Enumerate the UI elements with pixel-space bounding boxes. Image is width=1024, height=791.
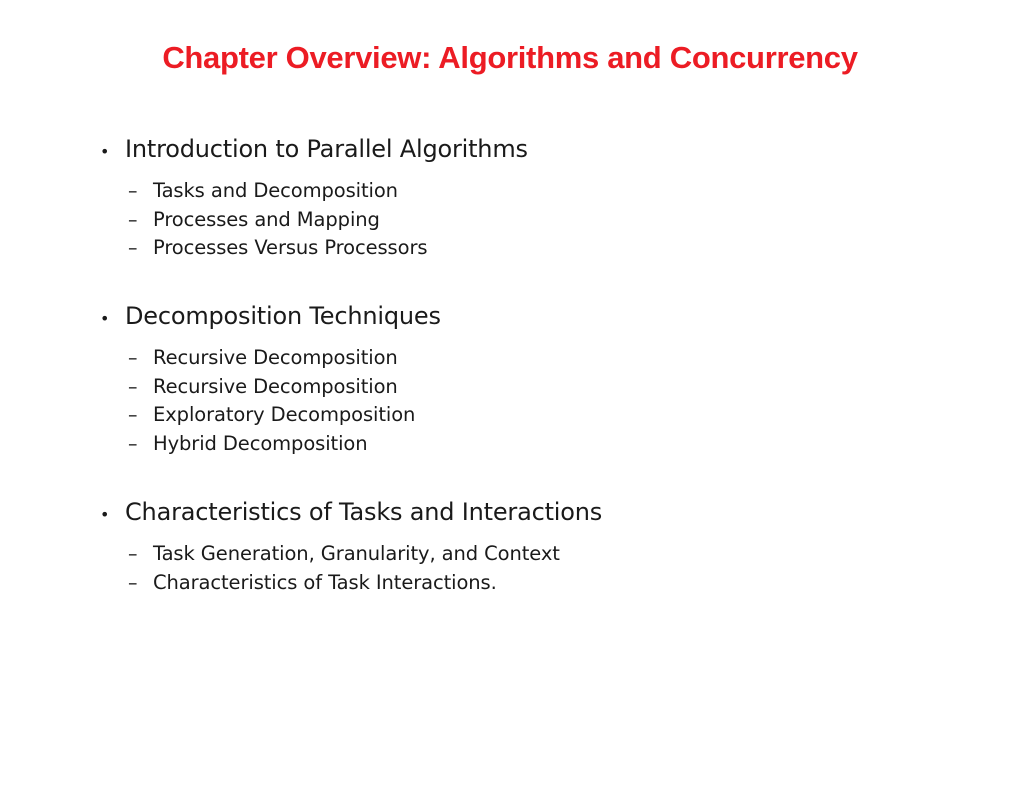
list-item-text: Recursive Decomposition (153, 374, 398, 398)
section-introduction (100, 135, 980, 265)
list-item (128, 346, 980, 375)
bullet-icon: • (100, 309, 110, 328)
sub-list (128, 179, 980, 265)
list-item-text: Processes and Mapping (153, 207, 380, 231)
bullet-icon: • (100, 142, 110, 161)
dash-icon: – (128, 571, 138, 594)
bullet-heading-row (100, 302, 980, 336)
section-heading: Introduction to Parallel Algorithms (125, 135, 528, 163)
list-item (128, 208, 980, 237)
dash-icon: – (128, 347, 138, 369)
list-item (128, 179, 980, 208)
list-item-text: Task Generation, Granularity, and Context (153, 542, 560, 565)
section-heading: Characteristics of Tasks and Interactions (125, 498, 603, 526)
list-item (128, 236, 980, 265)
list-item-text: Characteristics of Task Interactions. (153, 570, 497, 594)
bullet-heading-row (100, 135, 980, 169)
slide-title: Chapter Overview: Algorithms and Concurrency (162, 40, 858, 75)
dash-icon: – (128, 543, 138, 565)
list-item-text: Hybrid Decomposition (153, 431, 368, 455)
sub-list (128, 542, 980, 599)
dash-icon: – (128, 180, 138, 202)
list-item-text: Tasks and Decomposition (153, 179, 398, 202)
list-item-text: Exploratory Decomposition (153, 403, 416, 426)
list-item (128, 403, 980, 432)
list-item-text: Recursive Decomposition (153, 346, 398, 369)
dash-icon: – (128, 375, 138, 398)
sub-list (128, 346, 980, 460)
list-item (128, 432, 980, 461)
bullet-heading-row (100, 498, 980, 532)
section-characteristics (100, 498, 980, 599)
section-decomposition-techniques (100, 302, 980, 460)
dash-icon: – (128, 208, 138, 231)
list-item (128, 571, 980, 600)
section-heading: Decomposition Techniques (125, 302, 441, 330)
dash-icon: – (128, 237, 138, 259)
list-item (128, 542, 980, 571)
list-item (128, 375, 980, 404)
list-item-text: Processes Versus Processors (153, 236, 428, 259)
bullet-icon: • (100, 505, 110, 524)
dash-icon: – (128, 432, 138, 455)
dash-icon: – (128, 404, 138, 426)
